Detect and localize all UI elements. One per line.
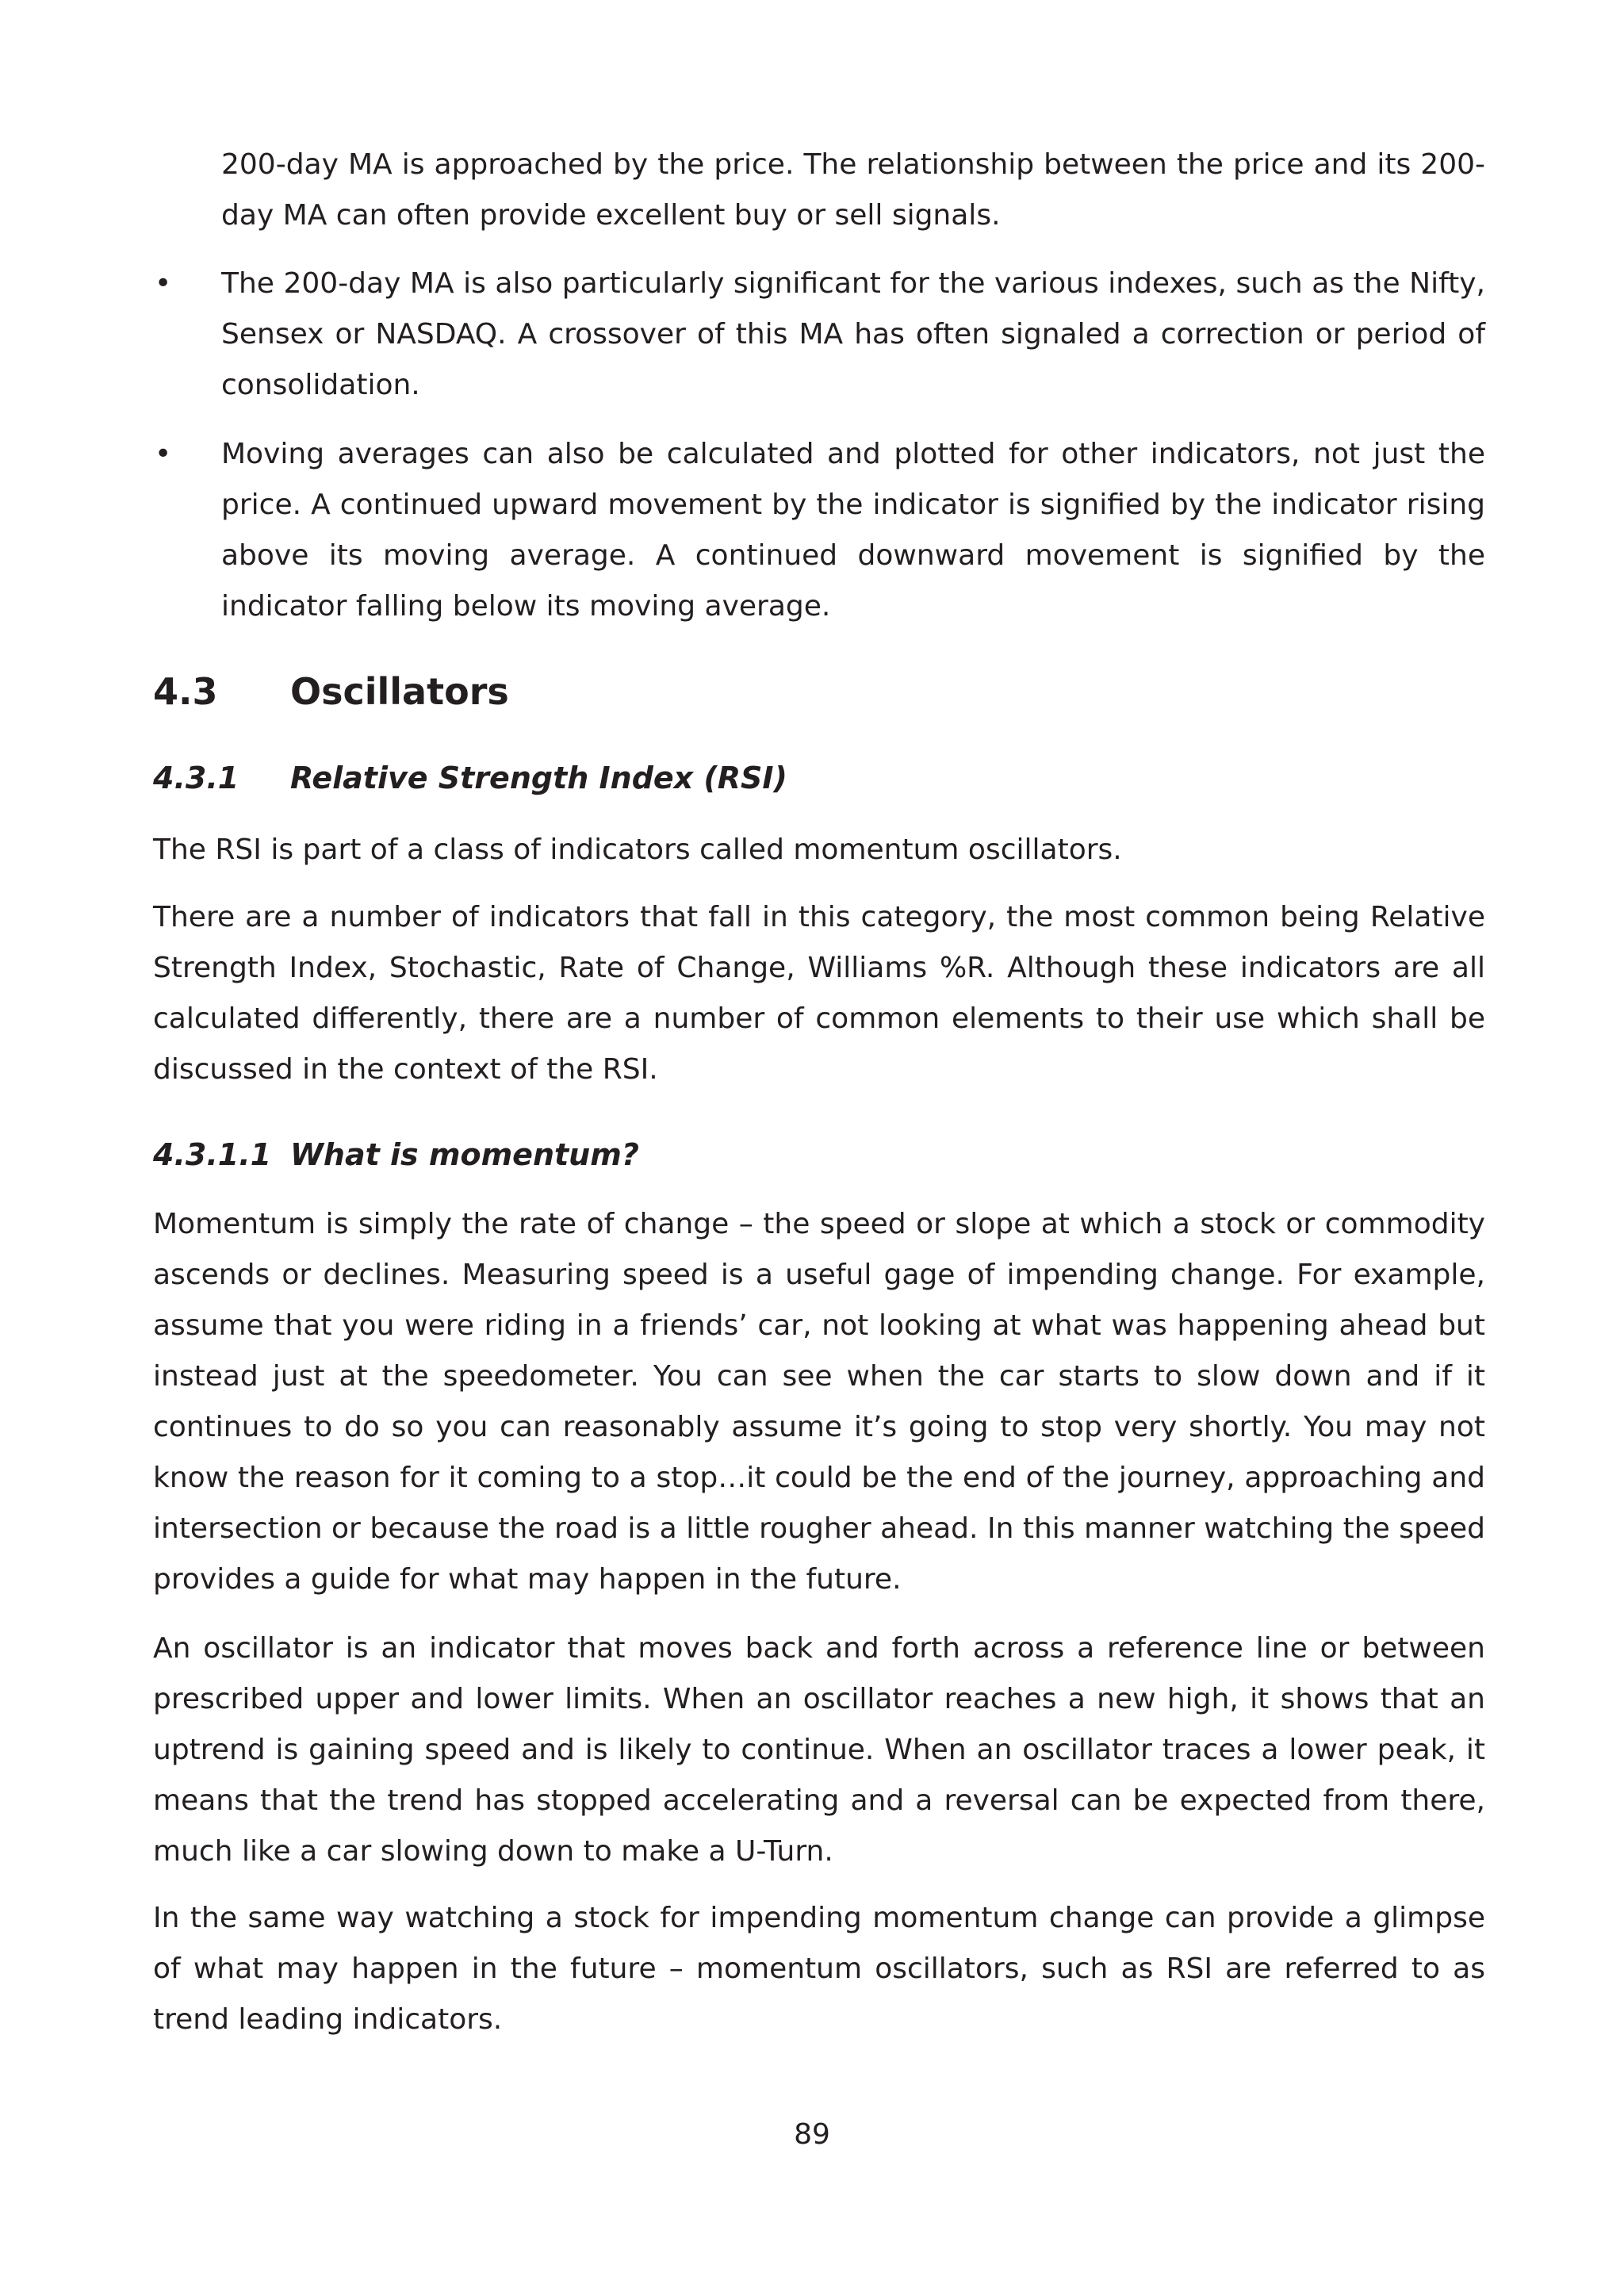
rsi-indicators-paragraph: There are a number of indicators that fall in this category, the most common being Relative Strength Index, Stochastic, Rate of Change, Williams %R. Although these indicators are all calculated differently, there are a number of common elements to their use which shall be discussed in the context of the RSI.: [153, 901, 1485, 1086]
momentum-definition-paragraph: Momentum is simply the rate of change – the speed or slope at which a stock or commodity ascends or declines. Measuring speed is a useful gage of impending change. For example, assume that you were riding in a friends’ car, not looking at what was happening ahead but instead just at the speedometer. You can see when the car starts to slow down and if it continues to do so you can reasonably assume it’s going to stop very shortly. You may not know the reason for it coming to a stop…it could be the end of the journey, approaching and intersection or because the road is a little rougher ahead. In this manner watching the speed provides a guide for what may happen in the future.: [153, 1208, 1485, 1596]
section-heading-oscillators: [153, 666, 509, 717]
bullet-icon: •: [155, 438, 172, 470]
section-title: Oscillators: [290, 670, 509, 713]
subsection-title: Relative Strength Index (RSI): [290, 761, 787, 795]
oscillator-definition-paragraph: An oscillator is an indicator that moves back and forth across a reference line or between prescribed upper and lower limits. When an oscillator reaches a new high, it shows that an uptrend is gaining speed and is likely to continue. When an oscillator traces a lower peak, it means that the trend has stopped accelerating and a reversal can be expected from there, much like a car slowing down to make a U-Turn.: [153, 1632, 1485, 1868]
subsubsection-heading-momentum: [153, 1129, 639, 1180]
page-number: 89: [794, 2118, 830, 2151]
subsubsection-title: What is momentum?: [290, 1137, 639, 1172]
subsection-number: 4.3.1: [153, 761, 239, 795]
bullet-item-indexes: The 200-day MA is also particularly significant for the various indexes, such as the Nifty, Sensex or NASDAQ. A crossover of this MA has often signaled a correction or period of consolidation.: [221, 267, 1485, 401]
continued-paragraph: 200-day MA is approached by the price. The relationship between the price and its 200-day MA can often provide excellent buy or sell signals.: [221, 148, 1485, 232]
subsection-heading-rsi: [153, 753, 787, 803]
section-number: 4.3: [153, 670, 218, 713]
bullet-item-indicators: Moving averages can also be calculated and plotted for other indicators, not just the price. A continued upward movement by the indicator is signified by the indicator rising above its moving average. A continued downward movement is signified by the indicator falling below its moving average.: [221, 438, 1485, 623]
rsi-intro-paragraph: The RSI is part of a class of indicators called momentum oscillators.: [153, 834, 1122, 866]
leading-indicators-paragraph: In the same way watching a stock for impending momentum change can provide a glimpse of what may happen in the future – momentum oscillators, such as RSI are referred to as trend leading indicators.: [153, 1902, 1485, 2036]
subsubsection-number: 4.3.1.1: [153, 1137, 272, 1172]
bullet-icon: •: [155, 267, 172, 300]
